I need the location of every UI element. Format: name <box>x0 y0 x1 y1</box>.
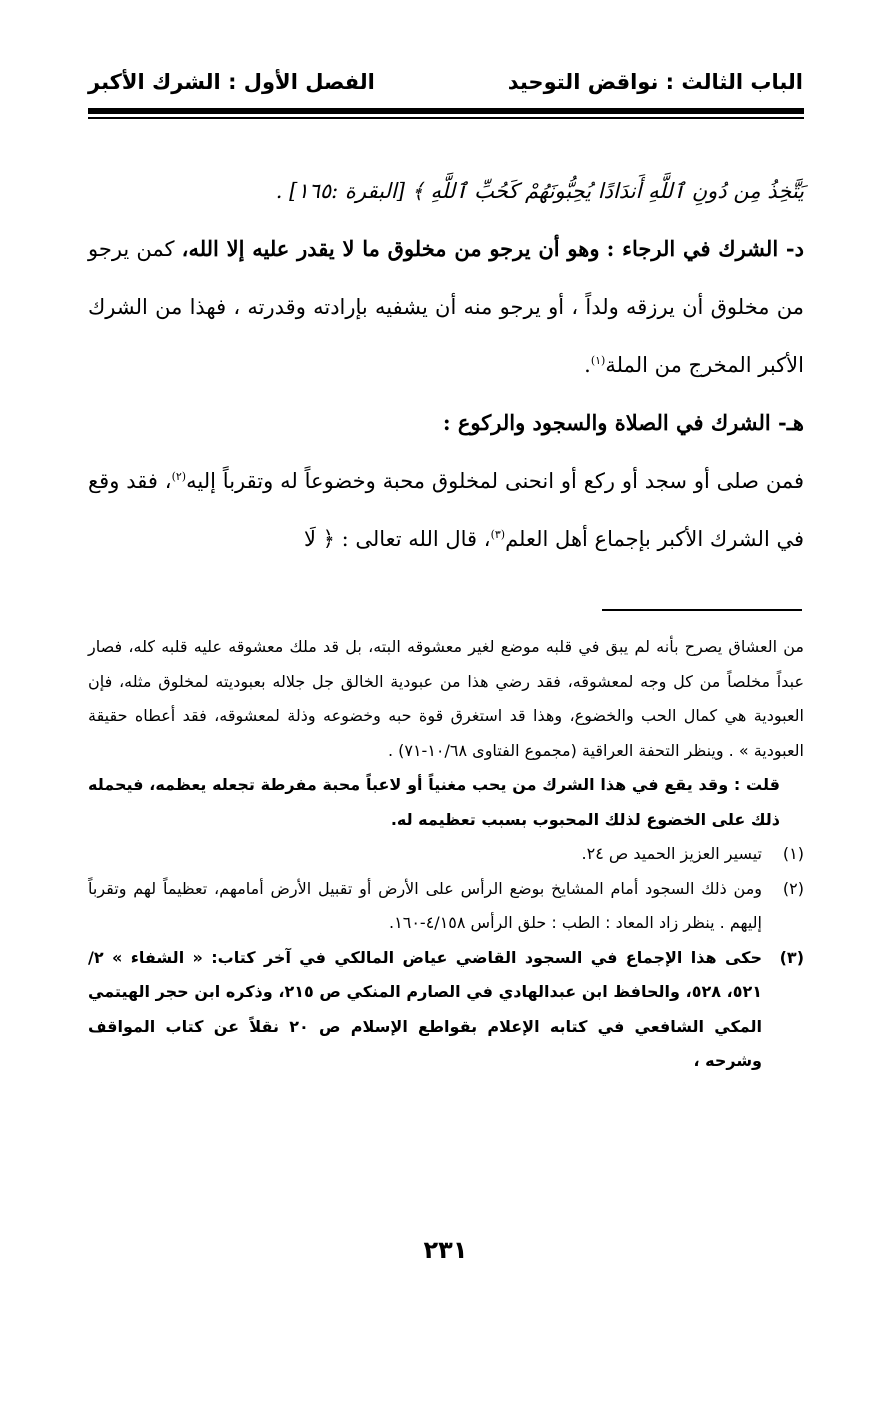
footnote-item <box>88 837 804 872</box>
header-rule-thick <box>88 108 804 114</box>
header-rule-thin <box>88 117 804 119</box>
paragraph-h <box>88 452 804 568</box>
paragraph-d <box>88 220 804 394</box>
footnote-continuation: من العشاق يصرح بأنه لم يبق في قلبه موضع لغير معشوقه البته، بل قد ملك معشوقه عليه قلبه كله، فصار عبداً مخلصاً من كل وجه لمعشوقه، فقد رضي هذا من عبودية الخالق جل جلاله بعبوديته لمخلوق مثله، فإن العبودية هي كمال الحب والخضوع، وهذا قد استغرق قوة حبه وخضوعه وذلة لمعشوقه، فقد أعطاه حقيقة العبودية » . وينظر التحفة العراقية (مجموع الفتاوى ١٠/٦٨-٧١) . <box>88 637 804 760</box>
page-number: ٢٣١ <box>423 1236 468 1264</box>
footnote-text: تيسير العزيز الحميد ص ٢٤. <box>581 844 762 863</box>
paragraph-d-definition: وهو أن يرجو من مخلوق ما لا يقدر عليه إلا الله، <box>181 236 600 261</box>
paragraph-h-text-3: ، قال الله تعالى : ﴿ لَا <box>303 527 491 551</box>
footnotes <box>88 630 804 1079</box>
paragraph-h-heading: هـ- الشرك في الصلاة والسجود والركوع : <box>442 410 804 435</box>
paragraph-d-text: كمن يرجو من مخلوق أن يرزقه ولداً ، أو يرجو منه أن يشفيه بإرادته وقدرته ، فهذا من الشرك الأكبر المخرج من الملة <box>88 237 804 377</box>
footnote-item <box>88 941 804 1079</box>
section-title: الفصل الأول : الشرك الأكبر <box>88 70 375 94</box>
footnote-text: ومن ذلك السجود أمام المشايخ بوضع الرأس على الأرض أو تقبيل الأرض أمامهم، تعظيماً لهم وتقرباً إليهم . ينظر زاد المعاد : الطب : حلق الرأس ٤/١٥٨-١٦٠. <box>88 878 762 932</box>
footnote-number: (١) <box>782 844 804 863</box>
footnote-text: حكى هذا الإجماع في السجود القاضي عياض المالكي في آخر كتاب: « الشفاء » ٢/ ٥٢١، ٥٢٨، والحافظ ابن عبدالهادي في الصارم المنكي ص ٢١٥، وذكره ابن حجر الهيتمي المكي الشافعي في كتابه الإعلام بقواطع الإسلام ص ٢٠ نقلاً عن كتاب المواقف وشرحه ، <box>88 947 762 1070</box>
footnote-item <box>88 872 804 941</box>
footnote-ref-1: (١) <box>590 354 606 367</box>
main-body <box>88 162 804 568</box>
paragraph-d-end: . <box>584 353 591 377</box>
footnote-number: (٢) <box>782 878 804 898</box>
paragraph-h-text-2: ، فقد وقع في الشرك الأكبر بإجماع أهل العلم <box>88 469 804 551</box>
chapter-title: الباب الثالث : نواقض التوحيد <box>507 70 803 94</box>
footnote-note: قلت : وقد يقع في هذا الشرك من يحب مغنياً أو لاعباً محبة مفرطة تجعله يعظمه، فيحمله ذلك على الخضوع لذلك المحبوب بسبب تعظيمه له. <box>88 775 780 829</box>
footnote-divider <box>602 609 802 611</box>
running-header <box>88 70 803 106</box>
quran-verse-line: يَتَّخِذُ مِن دُونِ ٱللَّهِ أَندَادًا يُحِبُّونَهُمْ كَحُبِّ ٱللَّهِ ﴾ [البقرة :١٦٥] . <box>275 179 804 203</box>
paragraph-d-heading: د- الشرك في الرجاء : <box>606 236 804 261</box>
paragraph-h-text-1: فمن صلى أو سجد أو ركع أو انحنى لمخلوق محبة وخضوعاً له وتقرباً إليه <box>186 469 805 493</box>
footnote-ref-3: (٣) <box>490 528 506 541</box>
footnote-ref-2: (٢) <box>171 470 187 483</box>
footnote-number: (٣) <box>779 947 804 967</box>
